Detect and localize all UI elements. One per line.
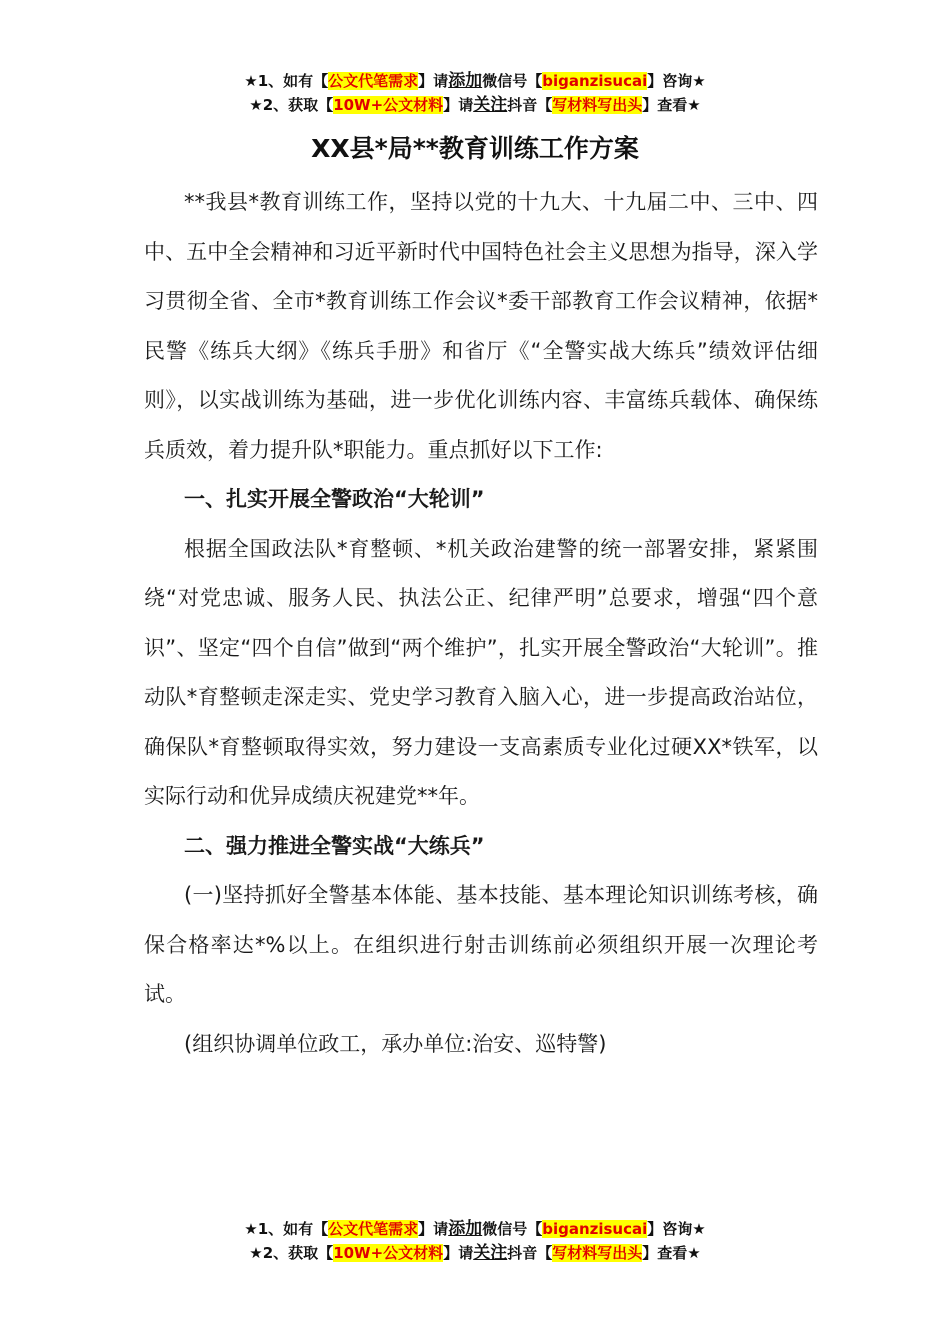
promo-douyin-id: 写材料写出头	[552, 96, 643, 114]
promo-underlined: 关注	[473, 95, 508, 115]
promo-wechat-id: biganzisucai	[542, 72, 648, 90]
promo-underlined: 添加	[448, 1219, 483, 1239]
section-1-paragraph: 根据全国政法队*育整顿、*机关政治建警的统一部署安排，紧紧围绕“对党忠诚、服务人民、执法公正、纪律严明”总要求，增强“四个意识”、坚定“四个自信”做到“两个维护”，扎实开展全警政治“大轮训”。推动队*育整顿走深走实、党史学习教育入脑入心，进一步提高政治站位，确保队*育整顿取得实效，努力建设一支高素质专业化过硬XX*铁军，以实际行动和优异成绩庆祝建党**年。	[144, 536, 818, 808]
promo-text: 】请	[443, 1244, 474, 1262]
promo-text: 】请	[443, 96, 474, 114]
section-heading-2: 二、强力推进全警实战“大练兵”	[184, 833, 485, 858]
promo-line-1-top	[0, 69, 950, 93]
promo-text: ★2、获取【	[249, 1244, 334, 1262]
promo-text: ★1、如有【	[244, 1220, 329, 1238]
promo-text: 抖音【	[507, 1244, 553, 1262]
promo-text: 】咨询★	[647, 1220, 706, 1238]
intro-paragraph: **我县*教育训练工作，坚持以党的十九大、十九届二中、三中、四中、五中全会精神和习近平新时代中国特色社会主义思想为指导，深入学习贯彻全省、全市*教育训练工作会议*委干部教育工作会议精神，依据*民警《练兵大纲》《练兵手册》和省厅《“全警实战大练兵”绩效评估细则》，以实战训练为基础，进一步优化训练内容、丰富练兵载体、确保练兵质效，着力提升队*职能力。重点抓好以下工作:	[144, 190, 818, 462]
promo-highlight: 公文代笔需求	[328, 1220, 419, 1238]
promo-text: 】查看★	[642, 1244, 701, 1262]
promo-text: 】请	[418, 1220, 449, 1238]
promo-wechat-id: biganzisucai	[542, 1220, 648, 1238]
promo-highlight: 10W+公文材料	[333, 1244, 444, 1262]
promo-highlight: 公文代笔需求	[328, 72, 419, 90]
section-2-paragraph: (一)坚持抓好全警基本体能、基本技能、基本理论知识训练考核，确保合格率达*%以上。在组织进行射击训练前必须组织开展一次理论考试。	[144, 883, 818, 1006]
promo-text: 】查看★	[642, 96, 701, 114]
promo-text: ★1、如有【	[244, 72, 329, 90]
promo-line-2-top	[0, 93, 950, 117]
promo-text: 微信号【	[482, 72, 543, 90]
promo-text: 】咨询★	[647, 72, 706, 90]
promo-line-2-bottom	[0, 1241, 950, 1265]
section-heading-1: 一、扎实开展全警政治“大轮训”	[184, 487, 485, 511]
document-title: XX县*局**教育训练工作方案	[311, 134, 639, 163]
promo-text: 】请	[418, 72, 449, 90]
promo-douyin-id: 写材料写出头	[552, 1244, 643, 1262]
document-body	[144, 178, 818, 1069]
promo-line-1-bottom	[0, 1217, 950, 1241]
section-2-note: (组织协调单位政工，承办单位:治安、巡特警)	[184, 1031, 607, 1056]
promo-text: ★2、获取【	[249, 96, 334, 114]
promo-text: 微信号【	[482, 1220, 543, 1238]
promo-highlight: 10W+公文材料	[333, 96, 444, 114]
promo-underlined: 添加	[448, 71, 483, 91]
promo-underlined: 关注	[473, 1243, 508, 1263]
promo-text: 抖音【	[507, 96, 553, 114]
